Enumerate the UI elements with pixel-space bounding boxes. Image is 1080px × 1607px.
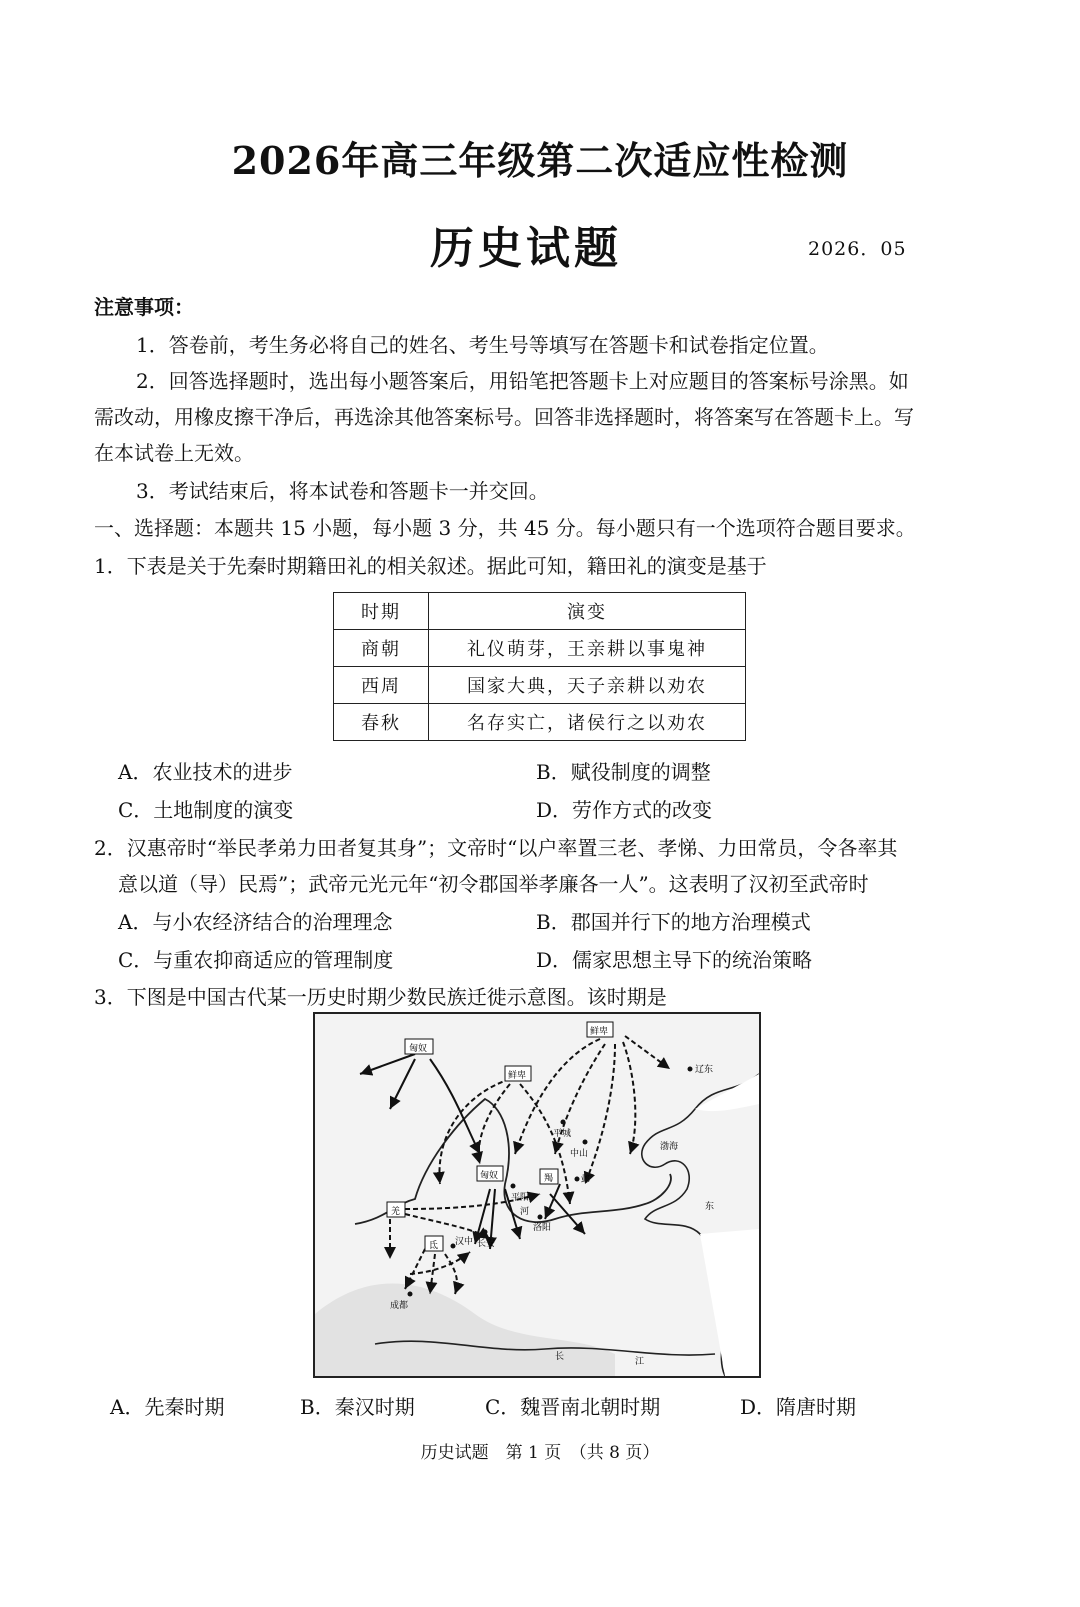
notes-item-2-line-1: 2．回答选择题时，选出每小题答案后，用铅笔把答题卡上对应题目的答案标号涂黑。如: [136, 369, 909, 393]
question-1-stem: 1．下表是关于先秦时期籍田礼的相关叙述。据此可知，籍田礼的演变是基于: [94, 554, 767, 578]
table-row: [334, 630, 746, 667]
migration-arrow: [445, 1254, 457, 1294]
migration-arrow: [585, 1044, 615, 1184]
notes-item-1: 1．答卷前，考生务必将自己的姓名、考生号等填写在答题卡和试卷指定位置。: [136, 333, 829, 357]
question-3-option-b: B．秦汉时期: [300, 1395, 415, 1419]
migration-arrow: [430, 1059, 480, 1154]
question-3-option-a: A．先秦时期: [110, 1395, 225, 1419]
city-dot: [575, 1177, 580, 1182]
table-cell: 春秋: [334, 704, 429, 741]
notes-item-2-line-3: 在本试卷上无效。: [94, 441, 254, 465]
city-dot: [583, 1140, 588, 1145]
table-cell: 名存实亡，诸侯行之以劝农: [429, 704, 746, 741]
migration-map: [313, 1012, 761, 1378]
migration-arrow: [430, 1254, 435, 1294]
terrain-shade: [315, 1284, 615, 1376]
table-row: [334, 667, 746, 704]
map-label-ye: 邺: [581, 1175, 591, 1185]
question-2-option-a: A．与小农经济结合的治理理念: [118, 910, 393, 934]
question-3-option-c: C．魏晋南北朝时期: [485, 1395, 661, 1419]
question-2-option-c: C．与重农抑商适应的管理制度: [118, 948, 394, 972]
question-1-table: [333, 592, 746, 741]
exam-date: 2026．05: [808, 238, 907, 260]
bohai-area: [695, 1074, 759, 1111]
table-header-cell: 演变: [429, 593, 746, 630]
map-label-xiongnu-c: 匈奴: [480, 1171, 499, 1181]
city-dot: [538, 1215, 543, 1220]
map-label-chengdu: 成都: [390, 1301, 409, 1311]
map-label-hanzhong: 汉中: [455, 1237, 474, 1247]
question-2-option-b: B．郡国并行下的地方治理模式: [536, 910, 811, 934]
map-label-chang: 长: [555, 1352, 565, 1362]
question-1-option-c: C．土地制度的演变: [118, 798, 294, 822]
question-2-option-d: D．儒家思想主导下的统治策略: [536, 948, 813, 972]
map-label-pingyang: 平阳: [511, 1193, 530, 1203]
migration-arrow: [360, 1054, 415, 1074]
notes-item-2-line-2: 需改动，用橡皮擦干净后，再选涂其他答案标号。回答非选择题时，将答案写在答题卡上。写: [94, 405, 914, 429]
migration-arrow: [405, 1249, 425, 1289]
migration-arrow: [625, 1036, 670, 1069]
map-label-luoyang: 洛阳: [533, 1223, 552, 1233]
migration-map-svg: [315, 1014, 759, 1376]
map-label-qiang: 羌: [391, 1207, 401, 1217]
map-label-di: 氐: [429, 1241, 439, 1251]
migration-arrow: [390, 1059, 415, 1109]
question-2-stem-line-2: 意以道（导）民焉”；武帝元光元年“初令郡国举孝廉各一人”。这表明了汉初至武帝时: [118, 872, 869, 896]
section-1-heading: 一、选择题：本题共 15 小题，每小题 3 分，共 45 分。每小题只有一个选项符合题目要求。: [94, 516, 916, 540]
question-1-option-b: B．赋役制度的调整: [536, 760, 711, 784]
notes-item-3: 3．考试结束后，将本试卷和答题卡一并交回。: [136, 479, 549, 503]
table-header-cell: 时期: [334, 593, 429, 630]
question-3-stem: 3．下图是中国古代某一历史时期少数民族迁徙示意图。该时期是: [94, 985, 667, 1009]
migration-arrow: [410, 1252, 470, 1274]
city-dot: [408, 1292, 413, 1297]
map-label-liaodong: 辽东: [695, 1065, 714, 1075]
map-label-jie: 羯: [544, 1174, 554, 1184]
migration-arrow: [623, 1042, 635, 1154]
map-label-xianbei-ne: 鲜卑: [590, 1027, 609, 1037]
question-1-option-a: A．农业技术的进步: [118, 760, 293, 784]
table-cell: 西周: [334, 667, 429, 704]
table-cell: 商朝: [334, 630, 429, 667]
migration-arrow: [520, 1084, 570, 1204]
table-cell: 礼仪萌芽，王亲耕以事鬼神: [429, 630, 746, 667]
map-label-bohai: 渤海: [660, 1142, 679, 1152]
map-label-dong: 东: [705, 1202, 715, 1212]
question-2-stem-line-1: 2．汉惠帝时“举民孝弟力田者复其身”；文帝时“以户率置三老、孝悌、力田常员，令各率其: [94, 836, 898, 860]
question-1-option-d: D．劳作方式的改变: [536, 798, 713, 822]
table-cell: 国家大典，天子亲耕以劝农: [429, 667, 746, 704]
notes-heading: 注意事项：: [94, 295, 194, 319]
map-label-he: 河: [520, 1207, 530, 1217]
question-3-option-d: D．隋唐时期: [740, 1395, 857, 1419]
city-dot: [483, 1230, 488, 1235]
map-label-xiongnu-n: 匈奴: [409, 1044, 428, 1054]
map-label-pingcheng: 平城: [553, 1129, 572, 1139]
page-footer: 历史试题 第 1 页 （共 8 页）: [420, 1443, 660, 1463]
city-dot: [688, 1067, 693, 1072]
table-header-row: [334, 593, 746, 630]
table-row: [334, 704, 746, 741]
map-label-changan: 长安: [477, 1239, 496, 1249]
map-label-zhongshan: 中山: [570, 1149, 589, 1159]
subject-title: 历史试题: [430, 223, 622, 274]
city-dot: [511, 1184, 516, 1189]
city-dot: [561, 1120, 566, 1125]
map-label-xianbei-c: 鲜卑: [508, 1071, 527, 1081]
exam-title: 2026年高三年级第二次适应性检测: [231, 138, 849, 183]
map-label-jiang: 江: [635, 1357, 645, 1367]
